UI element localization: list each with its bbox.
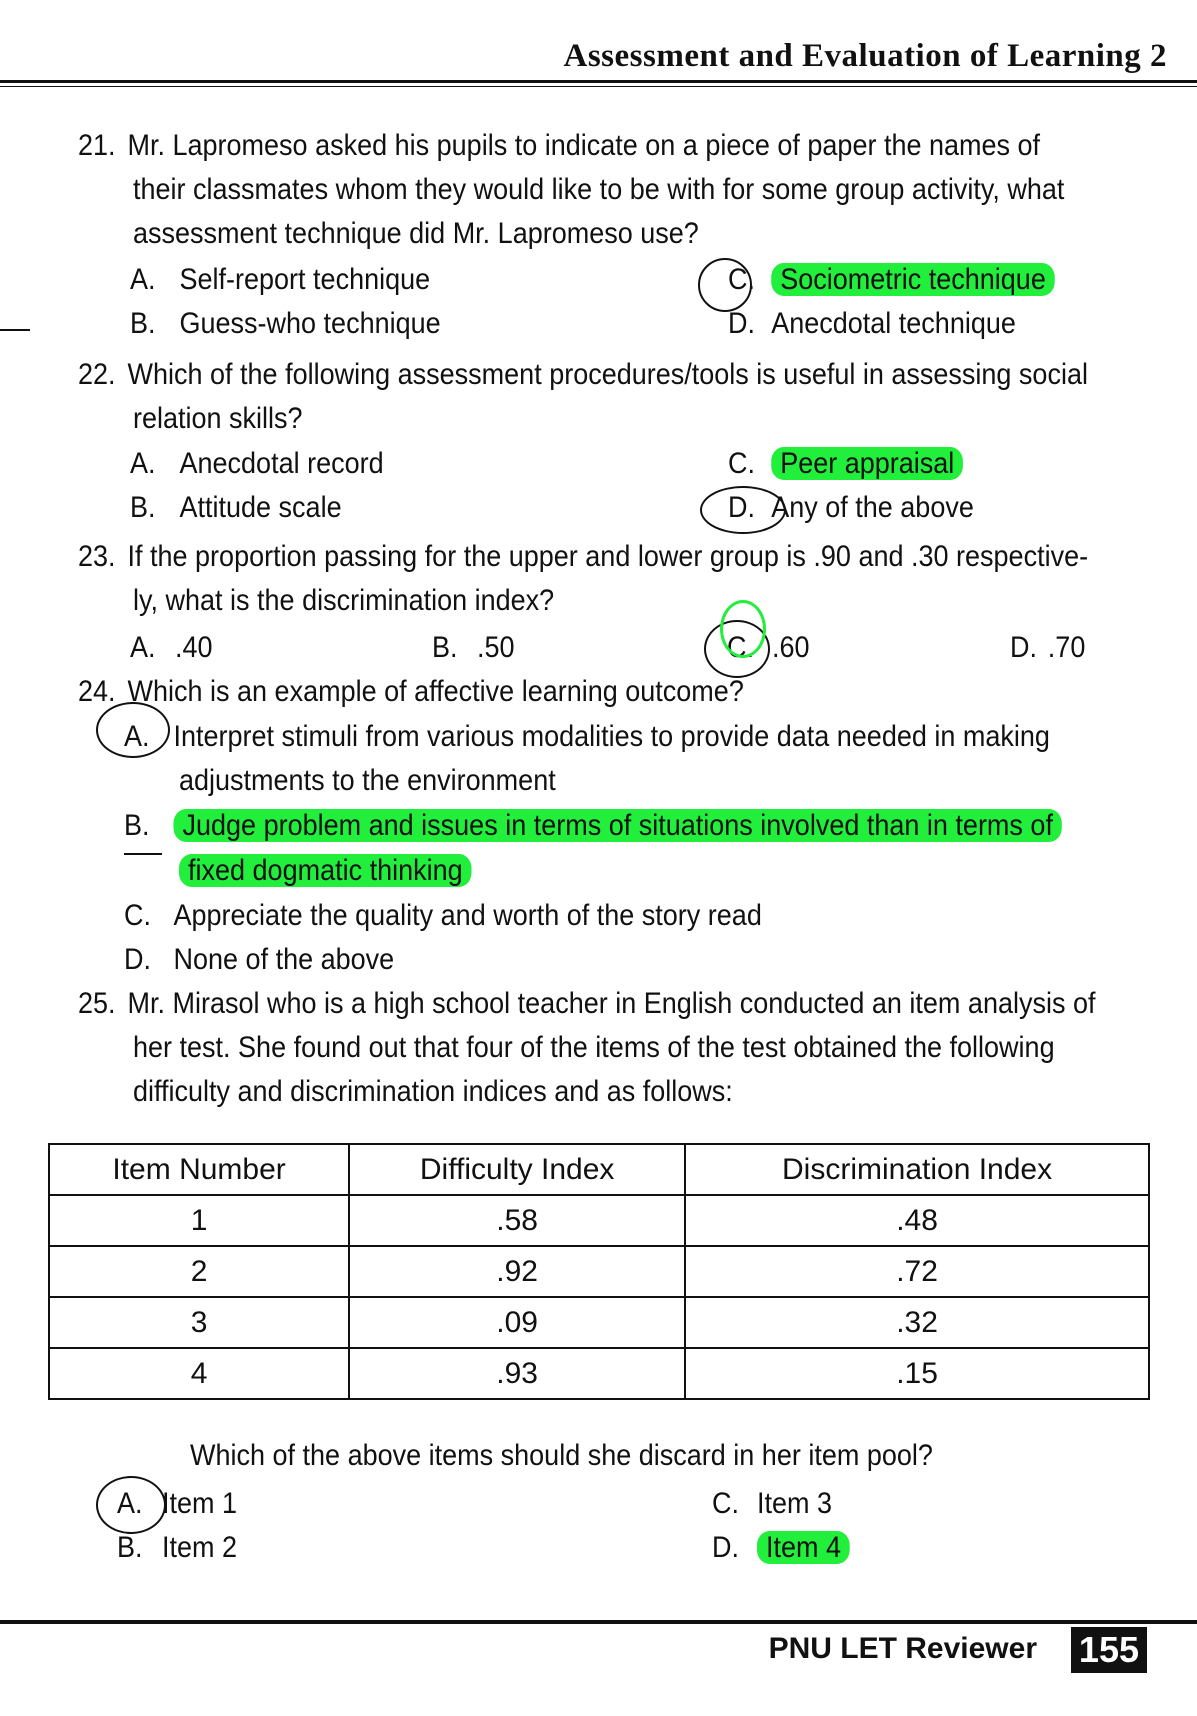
- table-row: [49, 1297, 1149, 1348]
- margin-dash-mark: [0, 329, 30, 331]
- option-b: B. Item 2: [117, 1531, 238, 1564]
- question-line: their classmates whom they would like to be with for some group activity, what: [133, 173, 1065, 206]
- question-line: Which of the following assessment procedures/tools is useful in assessing social: [127, 358, 1088, 391]
- question-line: Mr. Lapromeso asked his pupils to indicate on a piece of paper the names of: [127, 129, 1041, 162]
- option-c: C. Item 3: [712, 1487, 833, 1520]
- option-b: B. .50: [432, 631, 515, 664]
- table-cell: .58: [349, 1195, 685, 1246]
- highlighted-answer: Judge problem and issues in terms of situations involved than in terms of: [174, 809, 1062, 842]
- page-number: 155: [1071, 1627, 1147, 1673]
- table-header-cell: Discrimination Index: [685, 1144, 1149, 1195]
- option-a: A. Self-report technique: [130, 263, 431, 296]
- header-rule-thin: [0, 86, 1197, 87]
- table-header-cell: Difficulty Index: [349, 1144, 685, 1195]
- table-cell: 1: [49, 1195, 349, 1246]
- question-line: assessment technique did Mr. Lapromeso use?: [133, 217, 699, 250]
- pen-circle-mark: [96, 1476, 166, 1534]
- question-line: Which is an example of affective learning outcome?: [127, 675, 744, 708]
- option-a: A. Interpret stimuli from various modalities to provide data needed in making: [124, 720, 1050, 753]
- table-cell: .09: [349, 1297, 685, 1348]
- option-c: C. Appreciate the quality and worth of the story read: [124, 899, 762, 932]
- question-line: difficulty and discrimination indices and as follows:: [133, 1075, 733, 1108]
- green-circle-mark: [720, 600, 766, 658]
- option-b: B. Judge problem and issues in terms of situations involved than in terms of: [124, 804, 1062, 848]
- margin-dash-mark: [124, 853, 162, 855]
- table-header-row: [49, 1144, 1149, 1195]
- option-b-line-2: [179, 849, 472, 893]
- table-cell: .48: [685, 1195, 1149, 1246]
- question-line: If the proportion passing for the upper and lower group is .90 and .30 respective-: [127, 540, 1089, 573]
- option-c: C. .60: [727, 631, 810, 664]
- option-d: D. None of the above: [124, 943, 395, 976]
- question-number: 24.: [78, 675, 116, 708]
- question-number: 23.: [78, 540, 116, 573]
- table-cell: .15: [685, 1348, 1149, 1399]
- option-a: A. .40: [130, 631, 213, 664]
- table-row: [49, 1246, 1149, 1297]
- highlighted-answer: Peer appraisal: [771, 447, 963, 480]
- highlighted-answer: Item 4: [757, 1531, 850, 1564]
- question-line: relation skills?: [133, 402, 303, 435]
- pen-circle-mark: [700, 486, 786, 534]
- question-number: 21.: [78, 129, 116, 162]
- option-a: A. Anecdotal record: [130, 447, 384, 480]
- question-number: 25.: [78, 987, 116, 1020]
- table-row: [49, 1195, 1149, 1246]
- header-rule: [0, 80, 1197, 83]
- question-line: ly, what is the discrimination index?: [133, 584, 555, 617]
- pen-circle-mark: [698, 258, 752, 312]
- table-cell: 3: [49, 1297, 349, 1348]
- table-cell: .93: [349, 1348, 685, 1399]
- option-b: B. Guess-who technique: [130, 307, 441, 340]
- table-row: [49, 1348, 1149, 1399]
- highlighted-answer: Sociometric technique: [771, 263, 1055, 296]
- table-cell: .72: [685, 1246, 1149, 1297]
- highlighted-answer: fixed dogmatic thinking: [179, 854, 472, 887]
- footer-rule: [0, 1620, 1197, 1624]
- footer-label: PNU LET Reviewer: [768, 1632, 1037, 1665]
- page-header-title: Assessment and Evaluation of Learning 2: [563, 38, 1167, 74]
- option-c: C. Sociometric technique: [728, 258, 1055, 302]
- table-cell: 2: [49, 1246, 349, 1297]
- question-number: 22.: [78, 358, 116, 391]
- option-d: D. Anecdotal technique: [728, 307, 1016, 340]
- pen-circle-mark: [96, 702, 170, 758]
- table-cell: .92: [349, 1246, 685, 1297]
- followup-question: Which of the above items should she discard in her item pool?: [190, 1439, 933, 1472]
- table-cell: 4: [49, 1348, 349, 1399]
- option-a-line-2: adjustments to the environment: [179, 764, 556, 797]
- question-line: her test. She found out that four of the items of the test obtained the following: [133, 1031, 1055, 1064]
- option-d: D. .70: [1010, 631, 1086, 664]
- option-d: D. Item 4: [712, 1526, 850, 1570]
- option-b: B. Attitude scale: [130, 491, 342, 524]
- option-c: C. Peer appraisal: [728, 442, 963, 486]
- table-cell: .32: [685, 1297, 1149, 1348]
- question-line: Mr. Mirasol who is a high school teacher in English conducted an item analysis of: [127, 987, 1096, 1020]
- item-analysis-table: [48, 1143, 1150, 1400]
- option-d: D. Any of the above: [728, 491, 974, 524]
- table-header-cell: Item Number: [49, 1144, 349, 1195]
- option-a: A. Item 1: [117, 1487, 238, 1520]
